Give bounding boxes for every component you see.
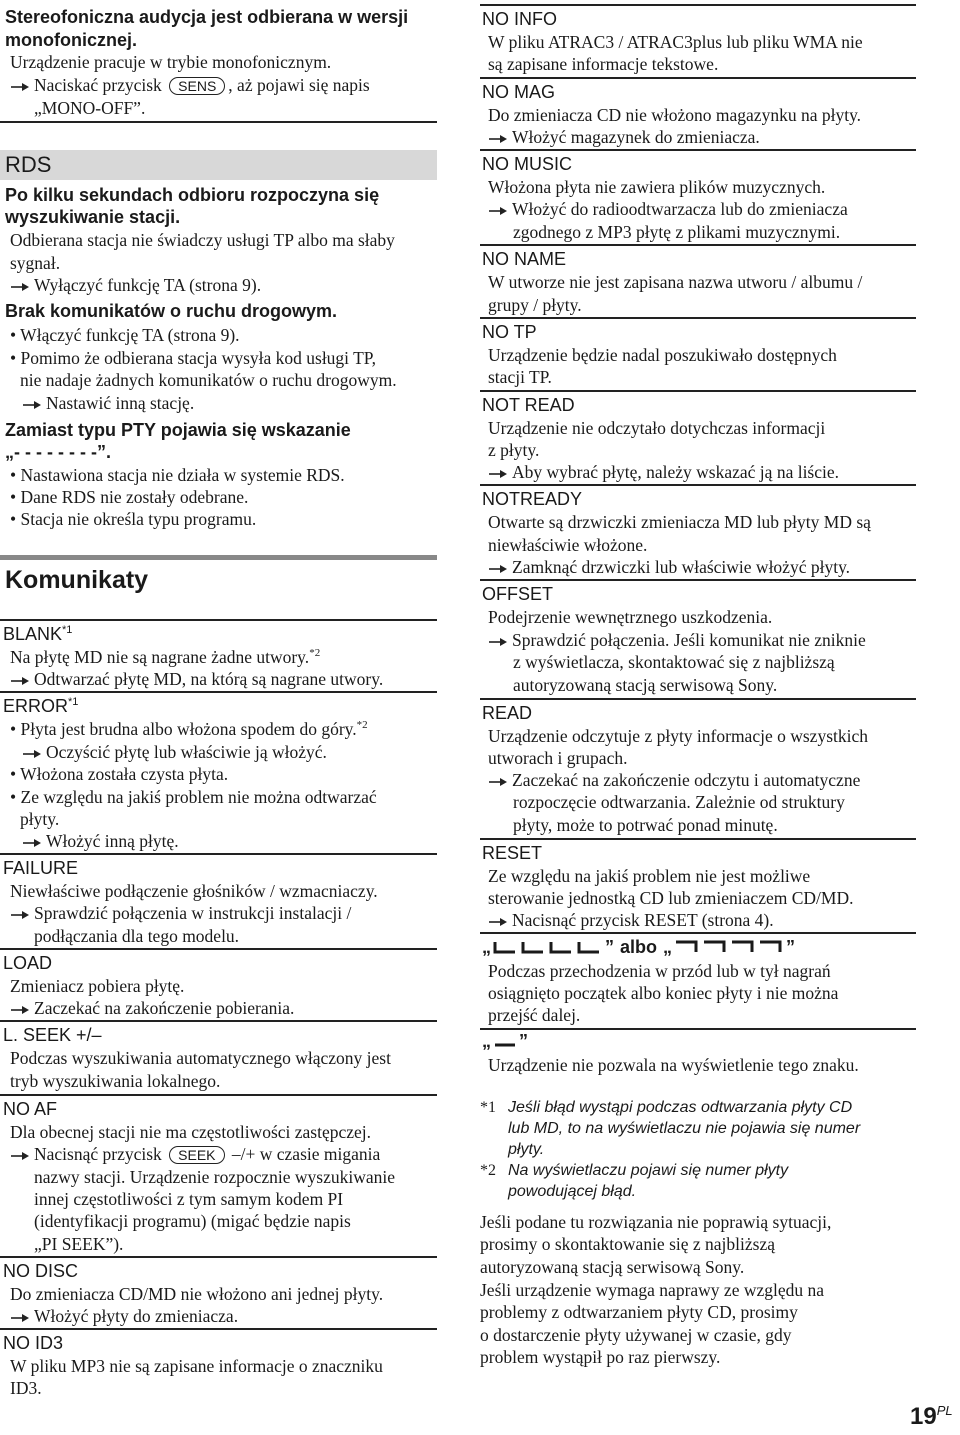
error-remedy2: Włożyć inną płytę. <box>22 830 179 852</box>
failure-remedy: Sprawdzić połączenia w instrukcji instalacji / <box>10 902 351 924</box>
rds-title: RDS <box>5 152 52 177</box>
lanes-text3: przejść dalej. <box>488 1005 581 1025</box>
closing-p2-line3: o dostarczenie płyty używanej w czasie, gdy <box>480 1325 792 1345</box>
arrow-right-icon <box>10 909 30 921</box>
notready-text1: Otwarte są drzwiczki zmieniacza MD lub płyty MD są <box>488 512 871 532</box>
divider <box>0 948 437 950</box>
arrow-right-icon <box>10 1312 30 1324</box>
arrow-right-icon <box>10 81 30 93</box>
rds-bullet2a: • Pomimo że odbierana stacja wysyła kod usługi TP, <box>10 348 376 368</box>
divider <box>480 244 916 246</box>
divider <box>480 317 916 319</box>
notready-remedy: Zamknąć drzwiczki lub właściwie włożyć płyty. <box>488 556 850 578</box>
divider <box>480 838 916 840</box>
mono-heading-line2: monofonicznej. <box>5 30 137 50</box>
divider <box>0 619 437 621</box>
nomusic-title: NO MUSIC <box>482 154 572 174</box>
error-bullet3b: płyty. <box>20 809 60 829</box>
notready-title: NOTREADY <box>482 489 583 509</box>
nomusic-remedy: Włożyć do radioodtwarzacza lub do zmieniacza <box>488 198 848 220</box>
error-bullet1: • Płyta jest brudna albo włożona spodem do góry.$^{*2}$ <box>10 719 368 739</box>
reset-text1: Ze względu na jakiś problem nie jest możliwe <box>488 866 811 886</box>
noname-text2: grupy / płyty. <box>488 295 582 315</box>
noid3-text1: W pliku MP3 nie są zapisane informacje o znaczniku <box>10 1356 383 1376</box>
lanes-text2: osiągnięto początek albo koniec płyty i nie można <box>488 983 839 1003</box>
closing-p1-line3: autoryzowaną stacją serwisową Sony. <box>480 1257 745 1277</box>
read-remedy-cont2: płyty, może to potrwać ponad minutę. <box>513 815 778 835</box>
note1-line3: płyty. <box>508 1141 545 1158</box>
closing-p1-line1: Jeśli podane tu rozwiązania nie poprawią sytuacji, <box>480 1212 832 1232</box>
noaf-remedy: Nacisnąć przycisk SEEK –/+ w czasie migania <box>10 1143 380 1165</box>
error-title: ERROR$^{*1}$ <box>3 696 79 716</box>
notready-text2: niewłaściwie włożone. <box>488 535 648 555</box>
divider <box>0 121 437 123</box>
failure-title: FAILURE <box>3 858 79 878</box>
error-bullet2: • Włożona została czysta płyta. <box>10 764 229 784</box>
nomag-text: Do zmieniacza CD nie włożono magazynku na płyty. <box>488 105 862 125</box>
nomag-remedy: Włożyć magazynek do zmieniacza. <box>488 126 760 148</box>
noname-text1: W utworze nie jest zapisana nazwa utworu / albumu / <box>488 272 863 292</box>
blank-remedy: Odtwarzać płytę MD, na którą są nagrane utwory. <box>10 668 383 690</box>
rds-text2: sygnał. <box>10 253 61 273</box>
noaf-cont2: innej częstotliwości z tym samym kodem PI <box>34 1189 344 1209</box>
divider <box>0 853 437 855</box>
mono-heading-line1: Stereofoniczna audycja jest odbierana w wersji <box>5 7 409 27</box>
arrow-right-icon <box>10 675 30 687</box>
error-bullet3a: • Ze względu na jakiś problem nie można odtwarzać <box>10 787 377 807</box>
read-text2: utworach i grupach. <box>488 748 628 768</box>
notread-title: NOT READ <box>482 395 575 415</box>
dash-segment-icon <box>493 1032 517 1050</box>
noname-title: NO NAME <box>482 249 567 269</box>
notread-text1: Urządzenie nie odczytało dotychczas informacji <box>488 418 826 438</box>
rds-remedy1: Wyłączyć funkcję TA (strona 9). <box>10 274 261 296</box>
divider <box>480 484 916 486</box>
nomusic-remedy-cont: zgodnego z MP3 płytę z plikami muzycznymi. <box>513 222 841 242</box>
closing-p2-line2: problemy z odtwarzaniem płyty CD, prosimy <box>480 1302 798 1322</box>
divider <box>0 1256 437 1258</box>
mono-remedy-cont: „MONO-OFF”. <box>34 98 146 118</box>
rds-bullet4: • Dane RDS nie zostały odebrane. <box>10 487 249 507</box>
arrow-right-icon <box>488 916 508 928</box>
noinfo-title: NO INFO <box>482 9 557 29</box>
page-number: $19^{PL}$ <box>910 1403 953 1430</box>
arrow-right-icon <box>488 205 508 217</box>
nodisc-text: Do zmieniacza CD/MD nie włożono ani jednej płyty. <box>10 1284 384 1304</box>
notread-text2: z płyty. <box>488 440 540 460</box>
failure-text: Niewłaściwe podłączenie głośników / wzmacniaczy. <box>10 881 378 901</box>
error-remedy1: Oczyścić płytę lub właściwie ją włożyć. <box>22 741 327 763</box>
load-remedy: Zaczekać na zakończenie pobierania. <box>10 997 294 1019</box>
rds-bullet1: • Włączyć funkcję TA (strona 9). <box>10 325 240 345</box>
notp-title: NO TP <box>482 322 537 342</box>
load-title: LOAD <box>3 953 53 973</box>
notp-text1: Urządzenie będzie nadal poszukiwało dostępnych <box>488 345 837 365</box>
divider <box>480 1028 916 1030</box>
read-remedy: Zaczekać na zakończenie odczytu i automatyczne <box>488 769 860 791</box>
arrow-right-icon <box>22 399 42 411</box>
rds-section-bar <box>0 150 437 180</box>
noid3-title: NO ID3 <box>3 1333 64 1353</box>
rds-bullet2b: nie nadaje żadnych komunikatów o ruchu drogowym. <box>20 370 397 390</box>
read-title: READ <box>482 703 533 723</box>
divider <box>0 1020 437 1022</box>
lanes-title: „ ” albo „ ” <box>482 937 796 957</box>
note2-mark: *2 <box>480 1162 496 1179</box>
divider <box>480 4 916 6</box>
rds-text1: Odbierana stacja nie świadczy usługi TP albo ma słaby <box>10 230 395 250</box>
arrow-right-icon <box>488 636 508 648</box>
offset-remedy: Sprawdzić połączenia. Jeśli komunikat nie zniknie <box>488 629 866 651</box>
closing-p2-line4: problem wystąpił po raz pierwszy. <box>480 1347 721 1367</box>
arrow-right-icon <box>10 281 30 293</box>
note2-line1: Na wyświetlaczu pojawi się numer płyty <box>508 1162 789 1179</box>
nomag-title: NO MAG <box>482 82 556 102</box>
reset-text2: sterowanie jednostką CD lub zmieniaczem CD/MD. <box>488 888 854 908</box>
noid3-text2: ID3. <box>10 1378 42 1398</box>
dash-text: Urządzenie nie pozwala na wyświetlenie tego znaku. <box>488 1055 859 1075</box>
rds-heading1b: wyszukiwanie stacji. <box>5 207 181 227</box>
lseek-text1: Podczas wyszukiwania automatycznego włączony jest <box>10 1048 391 1068</box>
mono-remedy: Naciskać przycisk SENS , aż pojawi się napis <box>10 74 370 96</box>
noaf-title: NO AF <box>3 1099 58 1119</box>
seek-key: SEEK <box>169 1146 224 1164</box>
blank-text: Na płytę MD nie są nagrane żadne utwory.$^{*2}$ <box>10 647 321 667</box>
noaf-cont1: nazwy stacji. Urządzenie rozpocznie wyszukiwanie <box>34 1167 396 1187</box>
noaf-text: Dla obecnej stacji nie ma częstotliwości zastępczej. <box>10 1122 372 1142</box>
notp-text2: stacji TP. <box>488 367 552 387</box>
reset-title: RESET <box>482 843 543 863</box>
note1-line2: lub MD, to na wyświetlaczu nie pojawia się numer <box>508 1120 861 1137</box>
note1-line1: Jeśli błąd wystąpi podczas odtwarzania płyty CD <box>508 1099 853 1116</box>
noaf-cont4: „PI SEEK”). <box>34 1234 124 1254</box>
closing-p2-line1: Jeśli urządzenie wymaga naprawy ze względu na <box>480 1280 825 1300</box>
nomusic-text: Włożona płyta nie zawiera plików muzycznych. <box>488 177 826 197</box>
divider <box>480 698 916 700</box>
noaf-cont3: (identyfikacji programu) (migać będzie napis <box>34 1211 351 1231</box>
arrow-right-icon <box>488 468 508 480</box>
offset-remedy-cont1: z wyświetlacza, skontaktować się z najbliższą <box>513 652 835 672</box>
read-text1: Urządzenie odczytuje z płyty informacje o wszystkich <box>488 726 868 746</box>
divider <box>480 390 916 392</box>
rds-heading2: Brak komunikatów o ruchu drogowym. <box>5 301 338 321</box>
arrow-right-icon <box>10 1004 30 1016</box>
rds-remedy2: Nastawić inną stację. <box>22 392 194 414</box>
mono-text: Urządzenie pracuje w trybie monofonicznym. <box>10 52 332 72</box>
rds-bullet5: • Stacja nie określa typu programu. <box>10 509 257 529</box>
divider <box>480 579 916 581</box>
komunikaty-title: Komunikaty <box>5 566 149 594</box>
load-text: Zmieniacz pobiera płytę. <box>10 976 185 996</box>
failure-remedy-cont: podłączania dla tego modelu. <box>34 926 240 946</box>
divider <box>480 149 916 151</box>
reset-remedy: Nacisnąć przycisk RESET (strona 4). <box>488 909 774 931</box>
offset-remedy-cont2: autoryzowaną stacją serwisową Sony. <box>513 675 778 695</box>
divider <box>480 932 916 934</box>
read-remedy-cont1: rozpoczęcie odtwarzania. Zależnie od struktury <box>513 792 845 812</box>
lanes-text1: Podczas przechodzenia w przód lub w tył nagrań <box>488 961 831 981</box>
sens-key: SENS <box>169 77 225 95</box>
arrow-right-icon <box>22 837 42 849</box>
divider <box>0 1328 437 1330</box>
arrow-right-icon <box>488 133 508 145</box>
section-bar <box>0 555 437 560</box>
arrow-right-icon <box>22 748 42 760</box>
rds-bullet3: • Nastawiona stacja nie działa w systemie RDS. <box>10 465 345 485</box>
lane-low-segments-icon <box>493 938 603 956</box>
lseek-title: L. SEEK +/– <box>3 1025 102 1045</box>
lane-high-segments-icon <box>674 938 784 956</box>
offset-text: Podejrzenie wewnętrznego uszkodzenia. <box>488 607 773 627</box>
arrow-right-icon <box>10 1150 30 1162</box>
divider <box>0 1094 437 1096</box>
note1-mark: *1 <box>480 1099 496 1116</box>
rds-heading3a: Zamiast typu PTY pojawia się wskazanie <box>5 420 351 440</box>
offset-title: OFFSET <box>482 584 553 604</box>
noinfo-text2: są zapisane informacje tekstowe. <box>488 54 719 74</box>
noinfo-text1: W pliku ATRAC3 / ATRAC3plus lub pliku WMA nie <box>488 32 863 52</box>
rds-heading3b: „- - - - - - - -”. <box>5 442 111 462</box>
nodisc-title: NO DISC <box>3 1261 79 1281</box>
divider <box>0 691 437 693</box>
dash-title: „ ” <box>482 1031 528 1051</box>
lseek-text2: tryb wyszukiwania lokalnego. <box>10 1071 221 1091</box>
closing-p1-line2: prosimy o skontaktowanie się z najbliższą <box>480 1234 775 1254</box>
rds-heading1a: Po kilku sekundach odbioru rozpoczyna się <box>5 185 380 205</box>
blank-title: BLANK$^{*1}$ <box>3 624 73 644</box>
note2-line2: powodującej błąd. <box>508 1183 637 1200</box>
arrow-right-icon <box>488 776 508 788</box>
notread-remedy: Aby wybrać płytę, należy wskazać ją na liście. <box>488 461 839 483</box>
arrow-right-icon <box>488 563 508 575</box>
divider <box>480 77 916 79</box>
nodisc-remedy: Włożyć płyty do zmieniacza. <box>10 1305 238 1327</box>
